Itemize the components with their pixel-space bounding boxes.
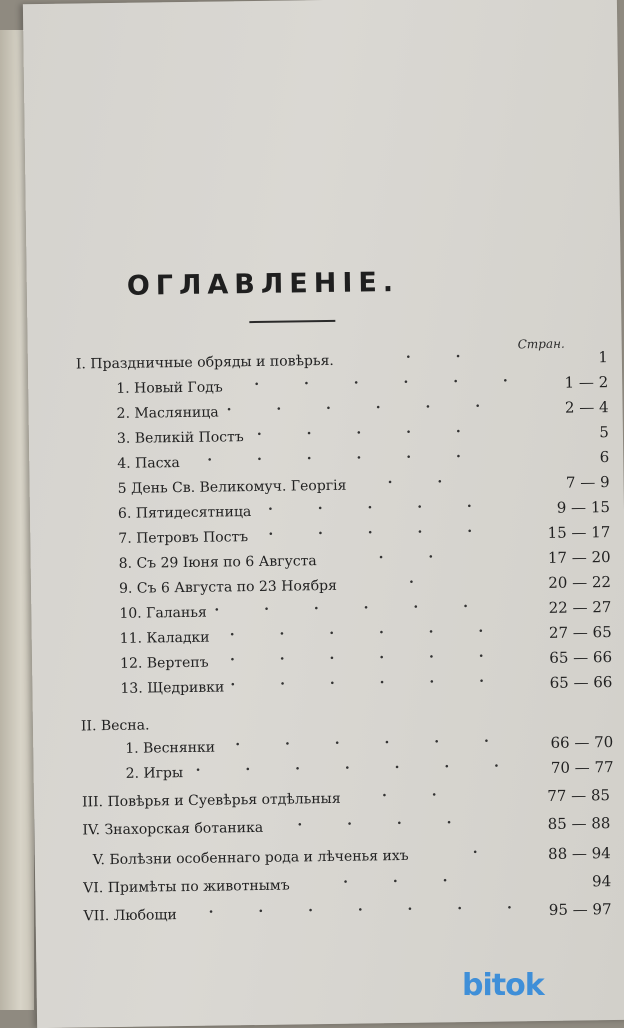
watermark-logo: bitok — [462, 968, 612, 1008]
book-page — [23, 0, 624, 1028]
page-title: ОГЛАВЛЕНIЕ. — [127, 267, 427, 302]
table-of-contents — [23, 0, 624, 1028]
pages-column-header: Стран. — [518, 337, 565, 352]
